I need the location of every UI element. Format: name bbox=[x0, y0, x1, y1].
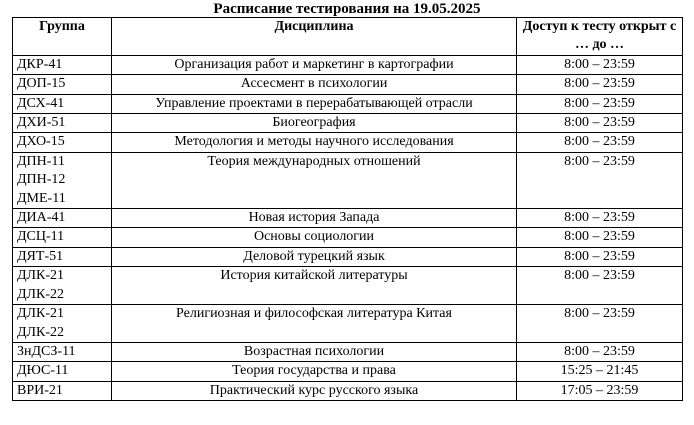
discipline-cell: Возрастная психологии bbox=[112, 342, 517, 361]
discipline-cell: Новая история Запада bbox=[112, 209, 517, 228]
table-row bbox=[13, 152, 683, 208]
group-cell bbox=[13, 362, 112, 381]
discipline-cell: Теория международных отношений bbox=[112, 152, 517, 208]
group-code: ДХИ-51 bbox=[17, 115, 66, 131]
table-row bbox=[13, 114, 683, 133]
group-cell bbox=[13, 228, 112, 247]
header-access: Доступ к тесту открыт с … до … bbox=[517, 18, 683, 56]
group-cell bbox=[13, 94, 112, 113]
group-code: ДИА-41 bbox=[17, 210, 66, 226]
group-code: ДЛК-21 bbox=[17, 306, 65, 322]
discipline-cell: Управление проектами в перерабатывающей отрасли bbox=[112, 94, 517, 113]
access-time-cell: 8:00 – 23:59 bbox=[517, 55, 683, 74]
group-code: ДОП-15 bbox=[17, 76, 66, 92]
group-code: ДЯТ-51 bbox=[17, 248, 64, 264]
header-group: Группа bbox=[13, 18, 112, 56]
access-time-cell: 8:00 – 23:59 bbox=[517, 247, 683, 266]
schedule-table bbox=[12, 17, 683, 401]
group-code: ДКР-41 bbox=[17, 56, 63, 72]
table-row bbox=[13, 55, 683, 74]
group-cell bbox=[13, 381, 112, 400]
access-time-cell: 8:00 – 23:59 bbox=[517, 94, 683, 113]
discipline-cell: Биогеография bbox=[112, 114, 517, 133]
group-code: ДХО-15 bbox=[17, 134, 65, 150]
discipline-cell: Методология и методы научного исследования bbox=[112, 133, 517, 152]
page-title: Расписание тестирования на 19.05.2025 bbox=[213, 1, 481, 17]
access-time-cell: 8:00 – 23:59 bbox=[517, 152, 683, 208]
group-code: ДЛК-22 bbox=[17, 286, 65, 302]
group-code: ДМЕ-11 bbox=[17, 190, 66, 206]
group-cell bbox=[13, 152, 112, 208]
access-time-cell: 8:00 – 23:59 bbox=[517, 228, 683, 247]
table-row bbox=[13, 381, 683, 400]
schedule-body bbox=[13, 55, 683, 400]
table-row bbox=[13, 267, 683, 305]
access-time-cell: 8:00 – 23:59 bbox=[517, 209, 683, 228]
discipline-cell: Деловой турецкий язык bbox=[112, 247, 517, 266]
table-header-row bbox=[13, 18, 683, 56]
group-code: ЗнДСЗ-11 bbox=[17, 343, 76, 359]
discipline-cell: Основы социологии bbox=[112, 228, 517, 247]
group-cell bbox=[13, 75, 112, 94]
group-cell bbox=[13, 305, 112, 343]
discipline-cell: История китайской литературы bbox=[112, 267, 517, 305]
group-cell bbox=[13, 133, 112, 152]
group-code: ДСЦ-11 bbox=[17, 229, 65, 245]
table-row bbox=[13, 247, 683, 266]
table-row bbox=[13, 133, 683, 152]
group-cell bbox=[13, 342, 112, 361]
table-row bbox=[13, 362, 683, 381]
access-time-cell: 8:00 – 23:59 bbox=[517, 75, 683, 94]
access-time-cell: 8:00 – 23:59 bbox=[517, 114, 683, 133]
access-time-cell: 8:00 – 23:59 bbox=[517, 133, 683, 152]
group-code: ДЛК-21 bbox=[17, 268, 65, 284]
discipline-cell: Религиозная и философская литература Китая bbox=[112, 305, 517, 343]
group-code: ДПН-11 bbox=[17, 153, 65, 169]
group-cell bbox=[13, 267, 112, 305]
group-code: ДЛК-22 bbox=[17, 324, 65, 340]
access-time-cell: 8:00 – 23:59 bbox=[517, 305, 683, 343]
table-row bbox=[13, 342, 683, 361]
access-time-cell: 17:05 – 23:59 bbox=[517, 381, 683, 400]
table-row bbox=[13, 94, 683, 113]
discipline-cell: Практический курс русского языка bbox=[112, 381, 517, 400]
access-time-cell: 8:00 – 23:59 bbox=[517, 267, 683, 305]
table-row bbox=[13, 209, 683, 228]
discipline-cell: Организация работ и маркетинг в картографии bbox=[112, 55, 517, 74]
access-time-cell: 15:25 – 21:45 bbox=[517, 362, 683, 381]
table-row bbox=[13, 75, 683, 94]
group-cell bbox=[13, 114, 112, 133]
group-code: ВРИ-21 bbox=[17, 382, 63, 398]
group-cell bbox=[13, 209, 112, 228]
group-code: ДПН-12 bbox=[17, 172, 66, 188]
group-code: ДСХ-41 bbox=[17, 95, 65, 111]
access-time-cell: 8:00 – 23:59 bbox=[517, 342, 683, 361]
table-row bbox=[13, 228, 683, 247]
group-cell bbox=[13, 55, 112, 74]
table-row bbox=[13, 305, 683, 343]
group-code: ДЮС-11 bbox=[17, 363, 69, 379]
discipline-cell: Ассесмент в психологии bbox=[112, 75, 517, 94]
header-discipline: Дисциплина bbox=[112, 18, 517, 56]
discipline-cell: Теория государства и права bbox=[112, 362, 517, 381]
group-cell bbox=[13, 247, 112, 266]
